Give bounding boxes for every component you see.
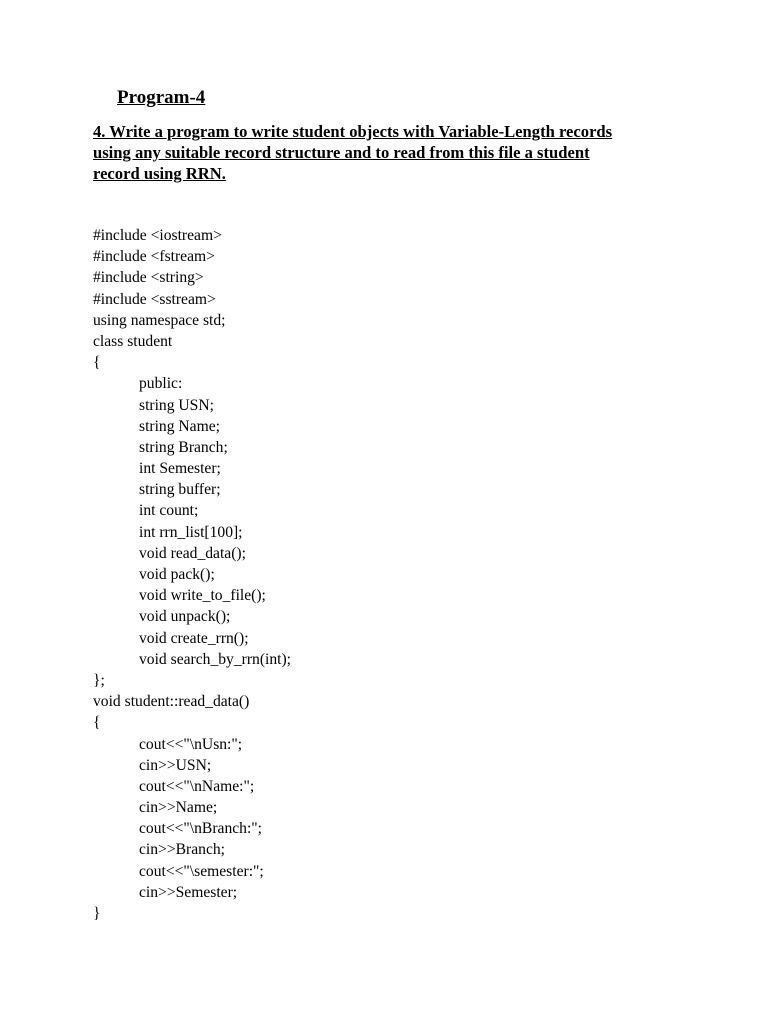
- code-line: string USN;: [139, 396, 214, 414]
- code-line: int count;: [139, 502, 199, 520]
- code-line: string Name;: [139, 417, 220, 435]
- code-line: void create_rrn();: [139, 629, 249, 647]
- code-line: cout<<"\nBranch:";: [139, 820, 262, 838]
- code-line: cin>>USN;: [139, 756, 212, 774]
- code-line: using namespace std;: [93, 311, 226, 329]
- code-line: string buffer;: [139, 481, 221, 499]
- question-line: record using RRN.: [93, 164, 226, 183]
- code-line: cout<<"\semester:";: [139, 862, 264, 880]
- code-line: public:: [139, 375, 183, 393]
- question-line: 4. Write a program to write student objects with Variable-Length records: [93, 122, 613, 141]
- code-line: void search_by_rrn(int);: [139, 650, 291, 668]
- code-line: int rrn_list[100];: [139, 523, 243, 541]
- code-line: #include <string>: [93, 269, 204, 287]
- code-line: #include <iostream>: [93, 227, 222, 244]
- code-line: #include <fstream>: [93, 248, 215, 266]
- code-line: #include <sstream>: [93, 290, 216, 308]
- code-line: cout<<"\nUsn:";: [139, 735, 243, 753]
- code-line: void write_to_file();: [139, 587, 266, 605]
- code-line: class student: [93, 332, 173, 350]
- code-line: }: [93, 905, 101, 922]
- code-line: void read_data();: [139, 544, 246, 562]
- question-text: [93, 121, 683, 184]
- code-line: void student::read_data(): [93, 693, 250, 711]
- code-listing: [93, 225, 291, 924]
- code-line: cout<<"\nName:";: [139, 777, 255, 795]
- code-line: void pack();: [139, 566, 215, 583]
- code-line: {: [93, 354, 101, 372]
- code-line: cin>>Name;: [139, 799, 218, 817]
- program-title: Program-4: [117, 87, 206, 108]
- code-line: cin>>Semester;: [139, 883, 238, 901]
- code-line: void unpack();: [139, 608, 231, 626]
- code-line: {: [93, 714, 101, 732]
- code-line: int Semester;: [139, 460, 221, 478]
- code-line: };: [93, 671, 105, 689]
- code-line: cin>>Branch;: [139, 841, 226, 859]
- question-line: using any suitable record structure and to read from this file a student: [93, 143, 590, 162]
- code-line: string Branch;: [139, 438, 228, 456]
